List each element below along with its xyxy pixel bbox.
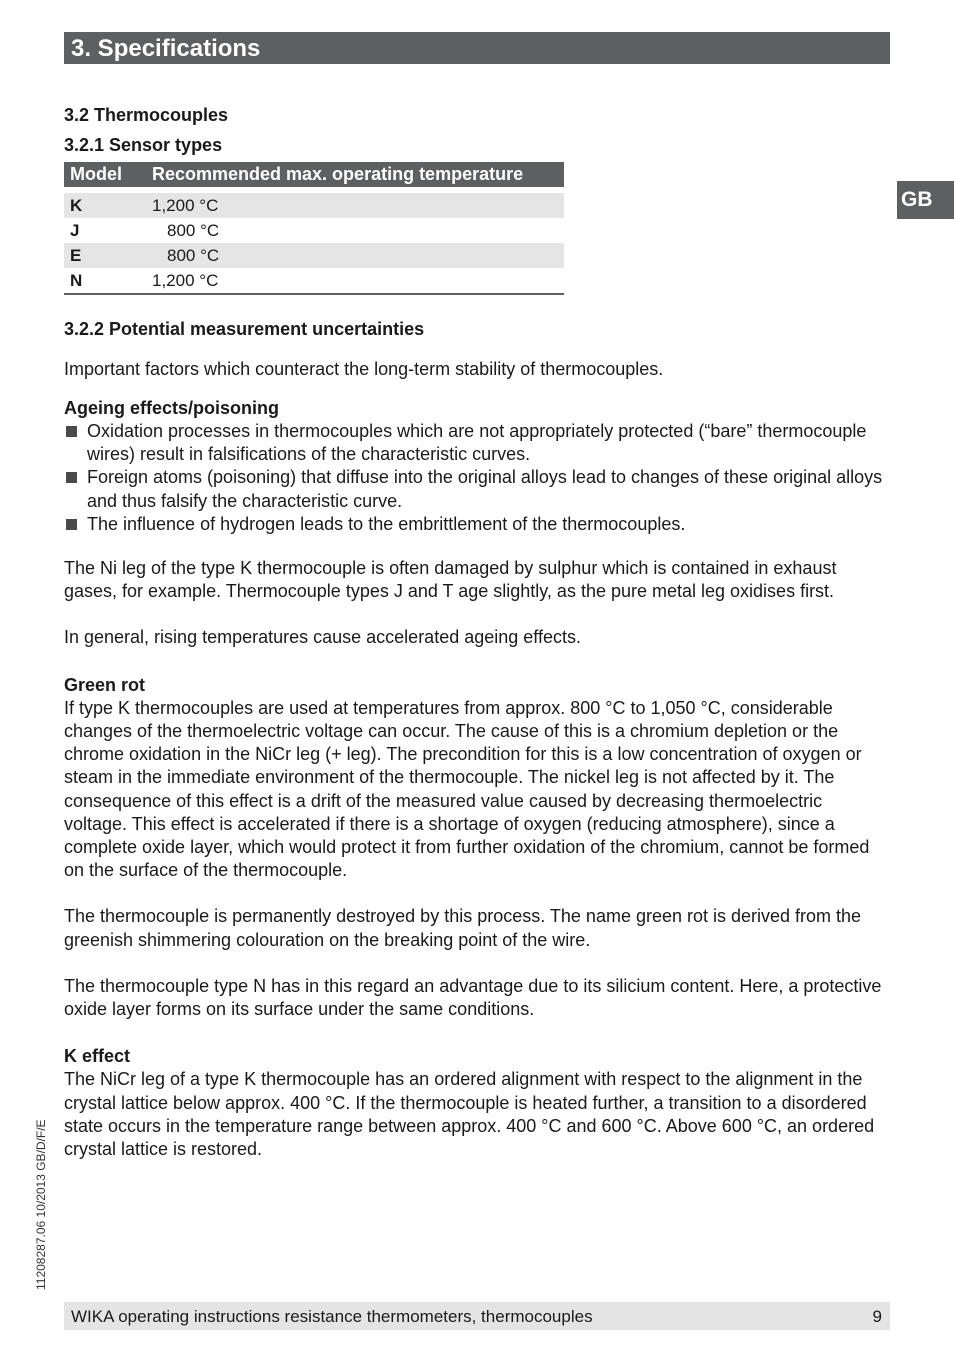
- bullet-square-icon: [66, 519, 77, 530]
- temperature-cell: 1,200 °C: [152, 268, 564, 294]
- table-row: [64, 268, 564, 294]
- main-content: [64, 104, 890, 1161]
- list-item: The influence of hydrogen leads to the embrittlement of the thermocouples.: [64, 513, 890, 536]
- section-heading-thermocouples: 3.2 Thermocouples: [64, 105, 229, 125]
- page-number: 9: [872, 1307, 882, 1326]
- list-item: Oxidation processes in thermocouples which are not appropriately protected (“bare” thermocouple wires) result in falsifications of the characteristic curves.: [64, 420, 890, 466]
- language-tab: [897, 181, 954, 219]
- document-code: 11208287.06 10/2013 GB/D/F/E: [34, 1119, 48, 1290]
- ageing-paragraph: The Ni leg of the type K thermocouple is often damaged by sulphur which is contained in exhaust gases, for example. Thermocouple types J and T age slightly, as the pure metal leg oxidises first.: [64, 558, 837, 602]
- model-cell: K: [64, 193, 152, 218]
- section-heading-sensor-types: 3.2.1 Sensor types: [64, 135, 223, 156]
- footer-text: WIKA operating instructions resistance thermometers, thermocouples: [71, 1307, 593, 1326]
- temperature-cell: 800 °C: [152, 243, 564, 268]
- page-title: 3. Specifications: [71, 35, 261, 62]
- section-heading-uncertainties: 3.2.2 Potential measurement uncertainties: [64, 319, 425, 340]
- temperature-cell: 800 °C: [167, 221, 220, 241]
- bullet-square-icon: [66, 472, 77, 483]
- table-row: [64, 243, 564, 268]
- column-header-model: Model: [64, 162, 152, 187]
- ageing-heading: Ageing effects/poisoning: [64, 397, 280, 418]
- model-cell: E: [64, 243, 152, 268]
- k-effect-heading: K effect: [64, 1046, 131, 1067]
- temperature-cell: 1,200 °C: [152, 193, 564, 218]
- list-item: Foreign atoms (poisoning) that diffuse into the original alloys lead to changes of these original alloys and thus falsify the characteristic curve.: [64, 466, 890, 512]
- bullet-square-icon: [66, 426, 77, 437]
- intro-paragraph: Important factors which counteract the long-term stability of thermocouples.: [64, 358, 664, 379]
- sensor-types-table: [64, 162, 564, 295]
- language-tab-label: GB: [901, 188, 933, 211]
- page-footer: [64, 1302, 890, 1330]
- ageing-bullet-list: [64, 420, 890, 536]
- green-rot-paragraph: If type K thermocouples are used at temperatures from approx. 800 °C to 1,050 °C, considerable changes of the thermoelectric voltage can occur. The cause of this is a chromium depletion or the chrome oxidation in the NiCr leg (+ leg). The precondition for this is a low concentration of oxygen or steam in the immediate environment of the thermocouple. The nickel leg is not affected by it. The consequence of this effect is a drift of the measured value caused by decreasing thermoelectric voltage. This effect is accelerated if there is a shortage of oxygen (reducing atmosphere), since a complete oxide layer, which would protect it from further oxidation of the chromium, cannot be formed on the surface of the thermocouple.: [64, 697, 870, 881]
- k-effect-paragraph: The NiCr leg of a type K thermocouple has an ordered alignment with respect to the alignment in the crystal lattice below approx. 400 °C. If the thermocouple is heated further, a transition to a disordered state occurs in the temperature range between approx. 400 °C and 600 °C. Above 600 °C, an ordered crystal lattice is restored.: [64, 1069, 875, 1160]
- table-header-row: [64, 162, 564, 187]
- table-row: [64, 193, 564, 218]
- page-header-bar: [64, 32, 890, 64]
- ageing-summary-paragraph: In general, rising temperatures cause accelerated ageing effects.: [64, 627, 581, 648]
- model-cell: J: [70, 221, 80, 241]
- green-rot-type-n-paragraph: The thermocouple type N has in this regard an advantage due to its silicium content. Here, a protective oxide layer forms on its surface under the same conditions.: [64, 975, 882, 1020]
- table-row: [64, 218, 564, 243]
- green-rot-destroyed-paragraph: The thermocouple is permanently destroyed by this process. The name green rot is derived from the greenish shimmering colouration on the breaking point of the wire.: [64, 906, 862, 950]
- model-cell: N: [64, 268, 152, 294]
- green-rot-heading: Green rot: [64, 674, 146, 695]
- column-header-temperature: Recommended max. operating temperature: [152, 162, 564, 187]
